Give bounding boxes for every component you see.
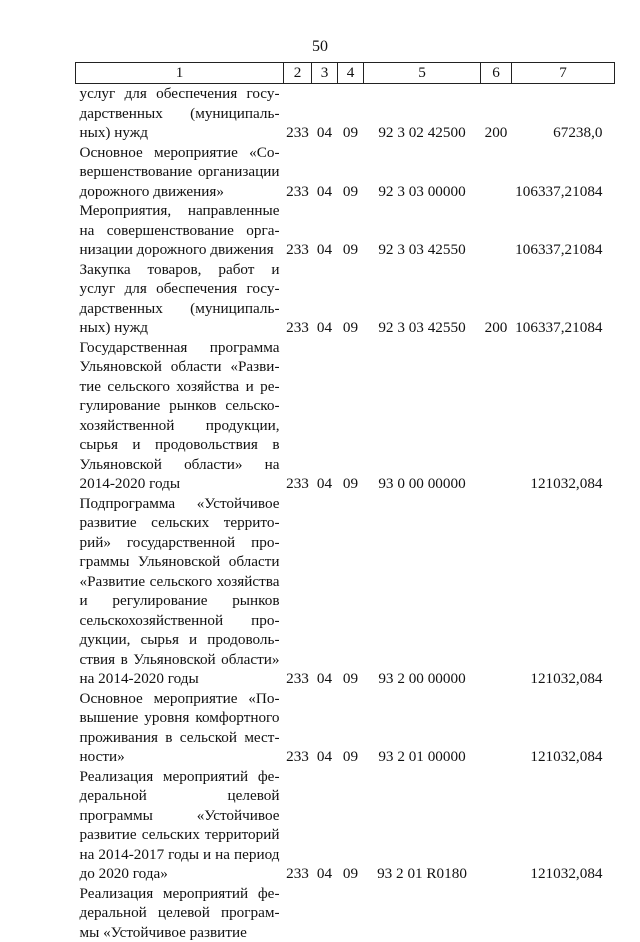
row-code-2: 233 bbox=[284, 494, 312, 689]
row-code-2: 233 bbox=[284, 84, 312, 143]
row-code-3: 04 bbox=[312, 260, 338, 338]
row-code-5: 93 2 00 00000 bbox=[364, 494, 481, 689]
row-code-4: 09 bbox=[338, 84, 364, 143]
table-row bbox=[76, 201, 615, 260]
row-code-4: 09 bbox=[338, 767, 364, 884]
row-amount: 67238,0 bbox=[512, 84, 615, 143]
row-code-4: 09 bbox=[338, 338, 364, 494]
row-code-6 bbox=[481, 201, 512, 260]
table-row bbox=[76, 884, 615, 942]
column-header: 7 bbox=[512, 63, 615, 84]
row-code-4 bbox=[338, 884, 364, 942]
row-code-4: 09 bbox=[338, 494, 364, 689]
row-code-2: 233 bbox=[284, 689, 312, 767]
row-amount: 106337,21084 bbox=[512, 201, 615, 260]
row-name: Подпрограмма «Устойчивое развитие сельских территорий» государственной программы Ульяновской области «Развитие сельского хозяйства и регулирование рынков сельскохозяйственной продукции, сырья и продовольствия в Ульяновской области» на 2014-2020 годы bbox=[76, 494, 284, 689]
row-code-6: 200 bbox=[481, 84, 512, 143]
row-name: услуг для обеспечения государственных (муниципальных) нужд bbox=[76, 84, 284, 143]
row-amount: 121032,084 bbox=[512, 494, 615, 689]
row-code-6 bbox=[481, 884, 512, 942]
table-row bbox=[76, 338, 615, 494]
row-code-3: 04 bbox=[312, 689, 338, 767]
row-code-2: 233 bbox=[284, 767, 312, 884]
row-name: Государственная программа Ульяновской области «Развитие сельского хозяйства и регулирование рынков сельскохозяйственной продукции, сырья и продовольствия в Ульяновской области» на 2014-2020 годы bbox=[76, 338, 284, 494]
row-code-3: 04 bbox=[312, 338, 338, 494]
column-header: 5 bbox=[364, 63, 481, 84]
table-row bbox=[76, 767, 615, 884]
row-code-5: 92 3 03 42550 bbox=[364, 260, 481, 338]
row-code-6 bbox=[481, 494, 512, 689]
row-code-6 bbox=[481, 143, 512, 202]
column-header: 2 bbox=[284, 63, 312, 84]
column-header: 1 bbox=[76, 63, 284, 84]
row-code-4: 09 bbox=[338, 143, 364, 202]
row-amount: 106337,21084 bbox=[512, 260, 615, 338]
table-row bbox=[76, 494, 615, 689]
budget-table bbox=[75, 62, 615, 942]
row-code-3 bbox=[312, 884, 338, 942]
table-row bbox=[76, 260, 615, 338]
row-code-2: 233 bbox=[284, 143, 312, 202]
row-amount: 121032,084 bbox=[512, 689, 615, 767]
row-code-5: 93 0 00 00000 bbox=[364, 338, 481, 494]
column-header: 4 bbox=[338, 63, 364, 84]
row-code-6 bbox=[481, 338, 512, 494]
row-name: Реализация мероприятий федеральной целевой программы «Устойчивое развитие сельских территорий на 2014-2017 годы и на период до 2020 года» bbox=[76, 767, 284, 884]
table-header-row bbox=[76, 63, 615, 84]
table-row bbox=[76, 689, 615, 767]
row-amount: 106337,21084 bbox=[512, 143, 615, 202]
row-code-3: 04 bbox=[312, 143, 338, 202]
row-code-5: 92 3 02 42500 bbox=[364, 84, 481, 143]
row-code-6 bbox=[481, 767, 512, 884]
column-header: 3 bbox=[312, 63, 338, 84]
row-code-3: 04 bbox=[312, 201, 338, 260]
row-name: Реализация мероприятий федеральной целевой программы «Устойчивое развитие bbox=[76, 884, 284, 942]
page-number: 50 bbox=[0, 38, 640, 56]
row-code-5: 92 3 03 00000 bbox=[364, 143, 481, 202]
row-amount: 121032,084 bbox=[512, 767, 615, 884]
row-code-4: 09 bbox=[338, 201, 364, 260]
row-name: Закупка товаров, работ и услуг для обеспечения государственных (муниципальных) нужд bbox=[76, 260, 284, 338]
row-name: Мероприятия, направленные на совершенствование организации дорожного движения bbox=[76, 201, 284, 260]
table-row bbox=[76, 143, 615, 202]
row-code-5: 93 2 01 R0180 bbox=[364, 767, 481, 884]
row-name: Основное мероприятие «Повышение уровня комфортного проживания в сельской местности» bbox=[76, 689, 284, 767]
row-code-5: 92 3 03 42550 bbox=[364, 201, 481, 260]
row-code-5: 93 2 01 00000 bbox=[364, 689, 481, 767]
column-header: 6 bbox=[481, 63, 512, 84]
row-code-5 bbox=[364, 884, 481, 942]
row-code-2: 233 bbox=[284, 260, 312, 338]
row-amount: 121032,084 bbox=[512, 338, 615, 494]
row-amount bbox=[512, 884, 615, 942]
row-code-4: 09 bbox=[338, 689, 364, 767]
table-row bbox=[76, 84, 615, 143]
row-code-3: 04 bbox=[312, 767, 338, 884]
row-code-6: 200 bbox=[481, 260, 512, 338]
row-code-4: 09 bbox=[338, 260, 364, 338]
row-code-2 bbox=[284, 884, 312, 942]
row-code-2: 233 bbox=[284, 201, 312, 260]
row-code-2: 233 bbox=[284, 338, 312, 494]
row-code-3: 04 bbox=[312, 84, 338, 143]
row-code-3: 04 bbox=[312, 494, 338, 689]
row-name: Основное мероприятие «Совершенствование организации дорожного движения» bbox=[76, 143, 284, 202]
row-code-6 bbox=[481, 689, 512, 767]
